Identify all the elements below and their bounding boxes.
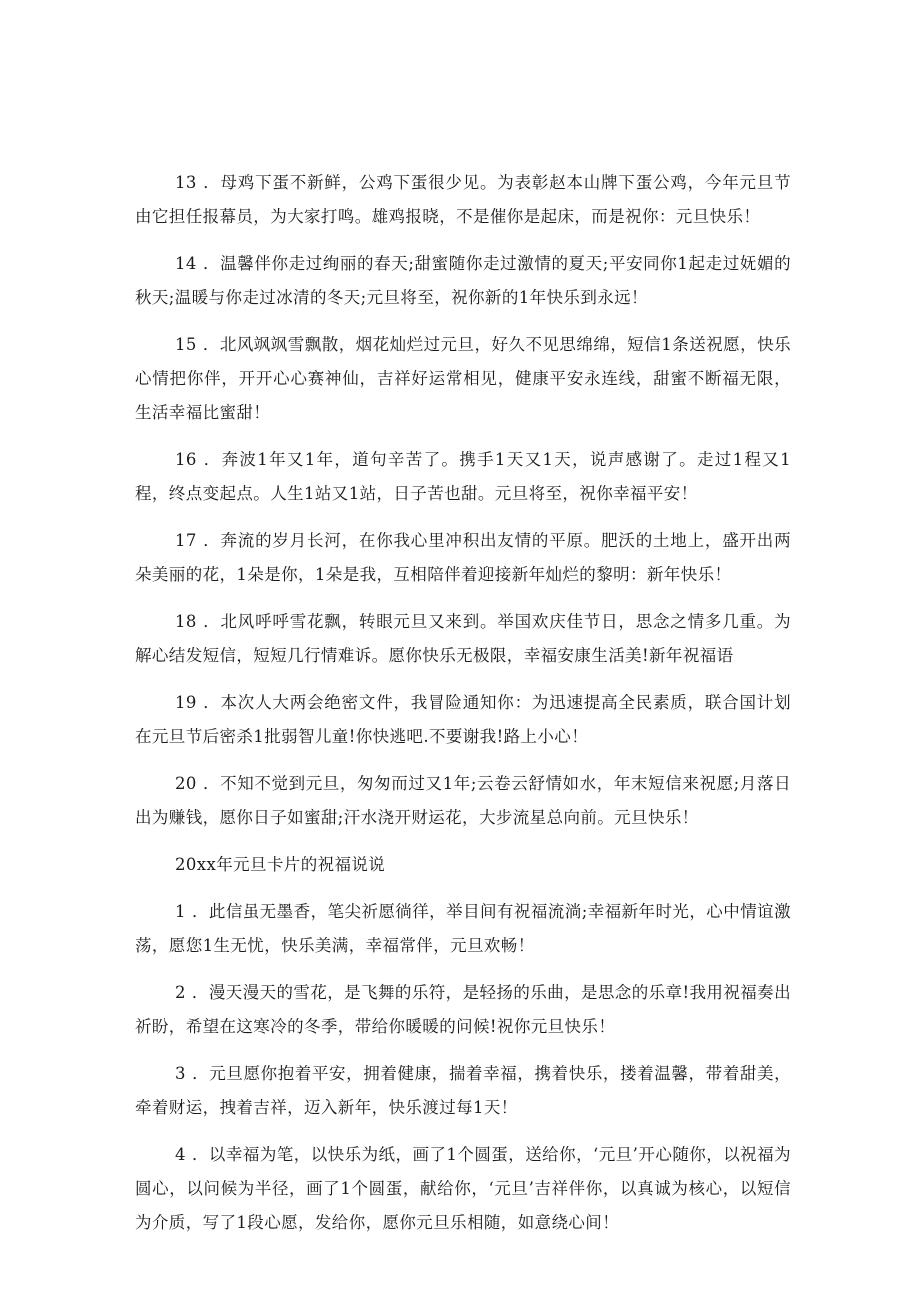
item-text: ．不知不觉到元旦，匆匆而过又1年;云卷云舒情如水，年末短信来祝愿;月落日出为赚钱，愿你日子如蜜甜;汗水浇开财运花，大步流星总向前。元旦快乐！ bbox=[135, 774, 791, 827]
item-number: 13 bbox=[175, 173, 197, 192]
item-text: ．本次人大两会绝密文件，我冒险通知你：为迅速提高全民素质，联合国计划在元旦节后密杀1批弱智儿童!你快逃吧.不要谢我!路上小心！ bbox=[135, 693, 791, 746]
item-text: ．此信虽无墨香，笔尖祈愿徜徉，举目间有祝福流淌;幸福新年时光，心中情谊激荡，愿您1生无忧，快乐美满，幸福常伴，元旦欢畅！ bbox=[135, 902, 791, 955]
item-number: 19 bbox=[175, 693, 197, 712]
section-heading: 20xx年元旦卡片的祝福说说 bbox=[175, 855, 386, 874]
item-number: 17 bbox=[175, 531, 197, 550]
item-number: 14 bbox=[175, 254, 197, 273]
item-number: 2 bbox=[175, 983, 186, 1002]
paragraph-4 bbox=[135, 1138, 791, 1240]
paragraph-1 bbox=[135, 895, 791, 963]
paragraph-15 bbox=[135, 328, 791, 430]
item-text: ．母鸡下蛋不新鲜，公鸡下蛋很少见。为表彰赵本山牌下蛋公鸡，今年元旦节由它担任报幕员，为大家打鸣。雄鸡报晓，不是催你是起床，而是祝你：元旦快乐！ bbox=[135, 173, 791, 226]
paragraph-3 bbox=[135, 1057, 791, 1125]
item-text: ．温馨伴你走过绚丽的春天;甜蜜随你走过激情的夏天;平安同你1起走过妩媚的秋天;温暖与你走过冰清的冬天;元旦将至，祝你新的1年快乐到永远！ bbox=[135, 254, 791, 307]
paragraph-19 bbox=[135, 686, 791, 754]
item-number: 1 bbox=[175, 902, 186, 921]
paragraph-14 bbox=[135, 247, 791, 315]
item-text: ．奔波1年又1年，道句辛苦了。携手1天又1天，说声感谢了。走过1程又1程，终点变起点。人生1站又1站，日子苦也甜。元旦将至，祝你幸福平安！ bbox=[135, 450, 791, 503]
paragraph-2 bbox=[135, 976, 791, 1044]
item-number: 15 bbox=[175, 335, 197, 354]
document-body bbox=[135, 166, 791, 1253]
item-text: ．奔流的岁月长河，在你我心里冲积出友情的平原。肥沃的土地上，盛开出两朵美丽的花，1朵是你，1朵是我，互相陪伴着迎接新年灿烂的黎明：新年快乐！ bbox=[135, 531, 791, 584]
item-number: 18 bbox=[175, 612, 197, 631]
paragraph-20 bbox=[135, 767, 791, 835]
item-number: 3 bbox=[175, 1064, 186, 1083]
item-text: ．元旦愿你抱着平安，拥着健康，揣着幸福，携着快乐，搂着温馨，带着甜美，牵着财运，拽着吉祥，迈入新年，快乐渡过每1天！ bbox=[135, 1064, 791, 1117]
item-number: 16 bbox=[175, 450, 197, 469]
item-text: ．北风呼呼雪花飘，转眼元旦又来到。举国欢庆佳节日，思念之情多几重。为解心结发短信，短短几行情难诉。愿你快乐无极限，幸福安康生活美!新年祝福语 bbox=[135, 612, 791, 665]
item-text: ．漫天漫天的雪花，是飞舞的乐符，是轻扬的乐曲，是思念的乐章!我用祝福奏出祈盼，希望在这寒冷的冬季，带给你暖暖的问候!祝你元旦快乐！ bbox=[135, 983, 791, 1036]
item-text: ．以幸福为笔，以快乐为纸，画了1个圆蛋，送给你，‘元旦’开心随你，以祝福为圆心，以问候为半径，画了1个圆蛋，献给你，‘元旦’吉祥伴你，以真诚为核心，以短信为介质，写了1段心愿，发给你，愿你元旦乐相随，如意绕心间！ bbox=[135, 1145, 791, 1232]
paragraph-13 bbox=[135, 166, 791, 234]
item-text: ．北风飒飒雪飘散，烟花灿烂过元旦，好久不见思绵绵，短信1条送祝愿，快乐心情把你伴，开开心心赛神仙，吉祥好运常相见，健康平安永连线，甜蜜不断福无限，生活幸福比蜜甜！ bbox=[135, 335, 791, 422]
paragraph-18 bbox=[135, 605, 791, 673]
paragraph-17 bbox=[135, 524, 791, 592]
item-number: 20 bbox=[175, 774, 197, 793]
item-number: 4 bbox=[175, 1145, 186, 1164]
paragraph-16 bbox=[135, 443, 791, 511]
